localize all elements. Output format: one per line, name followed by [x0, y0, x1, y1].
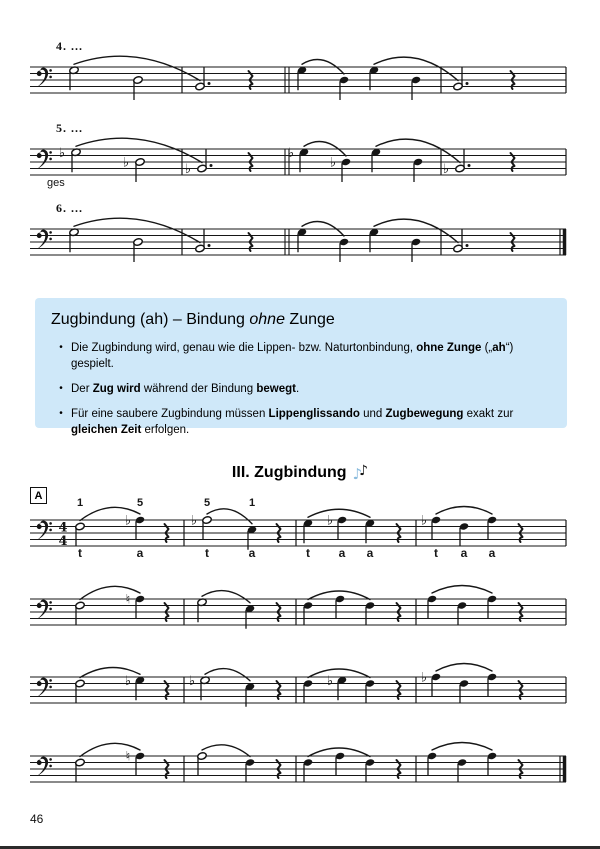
note-name-ges: ges — [47, 177, 65, 189]
dotted-half-note — [453, 68, 469, 91]
quarter-note — [365, 679, 375, 703]
augmentation-dot — [466, 82, 469, 85]
staff — [0, 645, 600, 725]
slur — [80, 586, 140, 599]
augmentation-dot — [208, 244, 211, 247]
info-box-title — [51, 311, 551, 329]
flat-icon: ♭ — [124, 673, 132, 689]
flat-icon: ♭ — [326, 513, 334, 529]
quarter-note — [459, 522, 469, 546]
quarter-note — [245, 758, 255, 782]
staff — [0, 724, 600, 804]
flat-icon: ♭ — [124, 513, 132, 529]
articulation-syllable: t — [78, 546, 82, 560]
info-bullet — [51, 381, 551, 397]
dotted-half-note — [455, 150, 471, 173]
flat-icon: ♭ — [442, 162, 450, 177]
section-marker-a: A — [30, 487, 47, 504]
music-notes-icon — [353, 462, 369, 481]
info-box — [35, 298, 567, 437]
page-number: 46 — [30, 812, 44, 826]
articulation-syllable: t — [205, 546, 209, 560]
flat-icon: ♭ — [420, 513, 428, 529]
articulation-syllable: a — [136, 546, 144, 560]
section-title — [0, 462, 600, 482]
staff — [0, 488, 600, 568]
flat-icon: ♭ — [420, 670, 428, 686]
slur — [436, 664, 492, 672]
staff — [0, 35, 600, 115]
half-note — [133, 76, 143, 100]
quarter-note — [303, 679, 313, 703]
quarter-note — [339, 238, 349, 262]
bass-clef-icon — [37, 757, 52, 776]
half-note — [75, 601, 85, 625]
quarter-note — [431, 673, 441, 697]
quarter-note — [459, 679, 469, 703]
info-bullet — [51, 340, 551, 372]
fingering-number: 5 — [136, 497, 144, 509]
half-note — [75, 679, 85, 703]
dotted-half-note — [453, 230, 469, 253]
quarter-note — [411, 76, 421, 100]
time-signature-denominator: 4 — [58, 534, 68, 549]
eighth-note-black-icon — [359, 463, 368, 479]
exercise-label-4: 4. ... — [56, 39, 83, 53]
articulation-syllable: t — [434, 546, 438, 560]
slur — [205, 669, 250, 681]
bass-clef-icon — [37, 150, 52, 169]
flat-icon: ♭ — [190, 513, 198, 529]
articulation-syllable: a — [460, 546, 468, 560]
articulation-syllable: a — [248, 546, 256, 560]
info-title-post: Zunge — [284, 311, 335, 328]
quarter-note — [339, 76, 349, 100]
quarter-note — [303, 758, 313, 782]
bullet-dot-icon: • — [59, 408, 63, 420]
quarter-note — [427, 752, 437, 776]
bullet-text: Die Zugbindung wird, genau wie die Lippen- bzw. Naturtonbindung, ohne Zunge („ah“) gespielt. — [71, 342, 514, 371]
slur — [202, 745, 250, 757]
fingering-number: 1 — [76, 497, 84, 509]
slur — [308, 669, 370, 678]
exercise-label-5: 5. ... — [56, 121, 83, 135]
flat-icon: ♭ — [184, 162, 192, 177]
quarter-note — [413, 158, 423, 182]
augmentation-dot — [208, 82, 211, 85]
articulation-syllable: t — [306, 546, 310, 560]
half-note — [75, 758, 85, 782]
bass-clef-icon — [37, 68, 52, 87]
quarter-note — [135, 595, 145, 619]
slur — [432, 586, 492, 594]
quarter-note — [487, 673, 497, 697]
flat-icon: ♭ — [287, 145, 295, 161]
half-note — [133, 238, 143, 262]
bass-clef-icon — [37, 678, 52, 697]
slur — [80, 743, 140, 756]
articulation-syllable: a — [488, 546, 496, 560]
half-note — [75, 522, 85, 546]
quarter-note — [487, 516, 497, 540]
articulation-syllable: a — [366, 546, 374, 560]
section-title-text: III. Zugbindung — [231, 464, 347, 481]
quarter-note — [303, 601, 313, 625]
bass-clef-icon — [37, 521, 52, 540]
bullet-dot-icon: • — [59, 342, 63, 353]
flat-icon: ♭ — [329, 155, 337, 171]
quarter-note — [487, 752, 497, 776]
flat-icon: ♭ — [326, 673, 334, 689]
quarter-note — [135, 516, 145, 540]
quarter-note — [487, 595, 497, 619]
time-signature-numerator: 4 — [58, 520, 68, 536]
natural-icon: ♮ — [125, 592, 131, 608]
exercise-label-6: 6. ... — [56, 201, 83, 215]
articulation-syllable: a — [338, 546, 346, 560]
quarter-note — [411, 238, 421, 262]
half-note — [135, 158, 145, 182]
flat-icon: ♭ — [188, 673, 196, 689]
augmentation-dot — [210, 164, 213, 167]
quarter-note — [457, 601, 467, 625]
info-bullet — [51, 406, 551, 438]
fingering-number: 1 — [248, 497, 256, 509]
half-note — [202, 516, 212, 540]
slur — [308, 509, 370, 517]
flat-icon: ♭ — [58, 145, 66, 161]
bass-clef-icon — [37, 230, 52, 249]
quarter-note — [365, 601, 375, 625]
flat-icon: ♭ — [122, 155, 130, 171]
quarter-note — [427, 595, 437, 619]
slur — [207, 509, 252, 524]
quarter-note — [341, 158, 351, 182]
quarter-note — [135, 752, 145, 776]
bullet-text: Für eine saubere Zugbindung müssen Lippenglissando und Zugbewegung exakt zur gleichen Zeit erfolgen. — [71, 408, 514, 437]
slur — [432, 743, 492, 751]
slur — [202, 591, 250, 603]
staff — [0, 117, 600, 197]
fingering-number: 5 — [203, 497, 211, 509]
half-note — [197, 752, 207, 776]
augmentation-dot — [468, 164, 471, 167]
info-bullets — [51, 340, 551, 438]
quarter-note — [365, 758, 375, 782]
staff — [0, 567, 600, 647]
info-title-pre: Zugbindung (ah) – Bindung — [51, 311, 250, 328]
quarter-note — [335, 595, 345, 619]
bass-clef-icon — [37, 600, 52, 619]
natural-icon: ♮ — [125, 749, 131, 765]
slur — [436, 507, 492, 515]
staff — [0, 197, 600, 277]
quarter-note — [337, 516, 347, 540]
bullet-dot-icon: • — [59, 383, 63, 395]
bullet-text: Der Zug wird während der Bindung bewegt. — [71, 383, 300, 396]
augmentation-dot — [466, 244, 469, 247]
quarter-note — [457, 758, 467, 782]
quarter-note — [335, 752, 345, 776]
quarter-note — [431, 516, 441, 540]
info-title-italic: ohne — [249, 311, 285, 328]
